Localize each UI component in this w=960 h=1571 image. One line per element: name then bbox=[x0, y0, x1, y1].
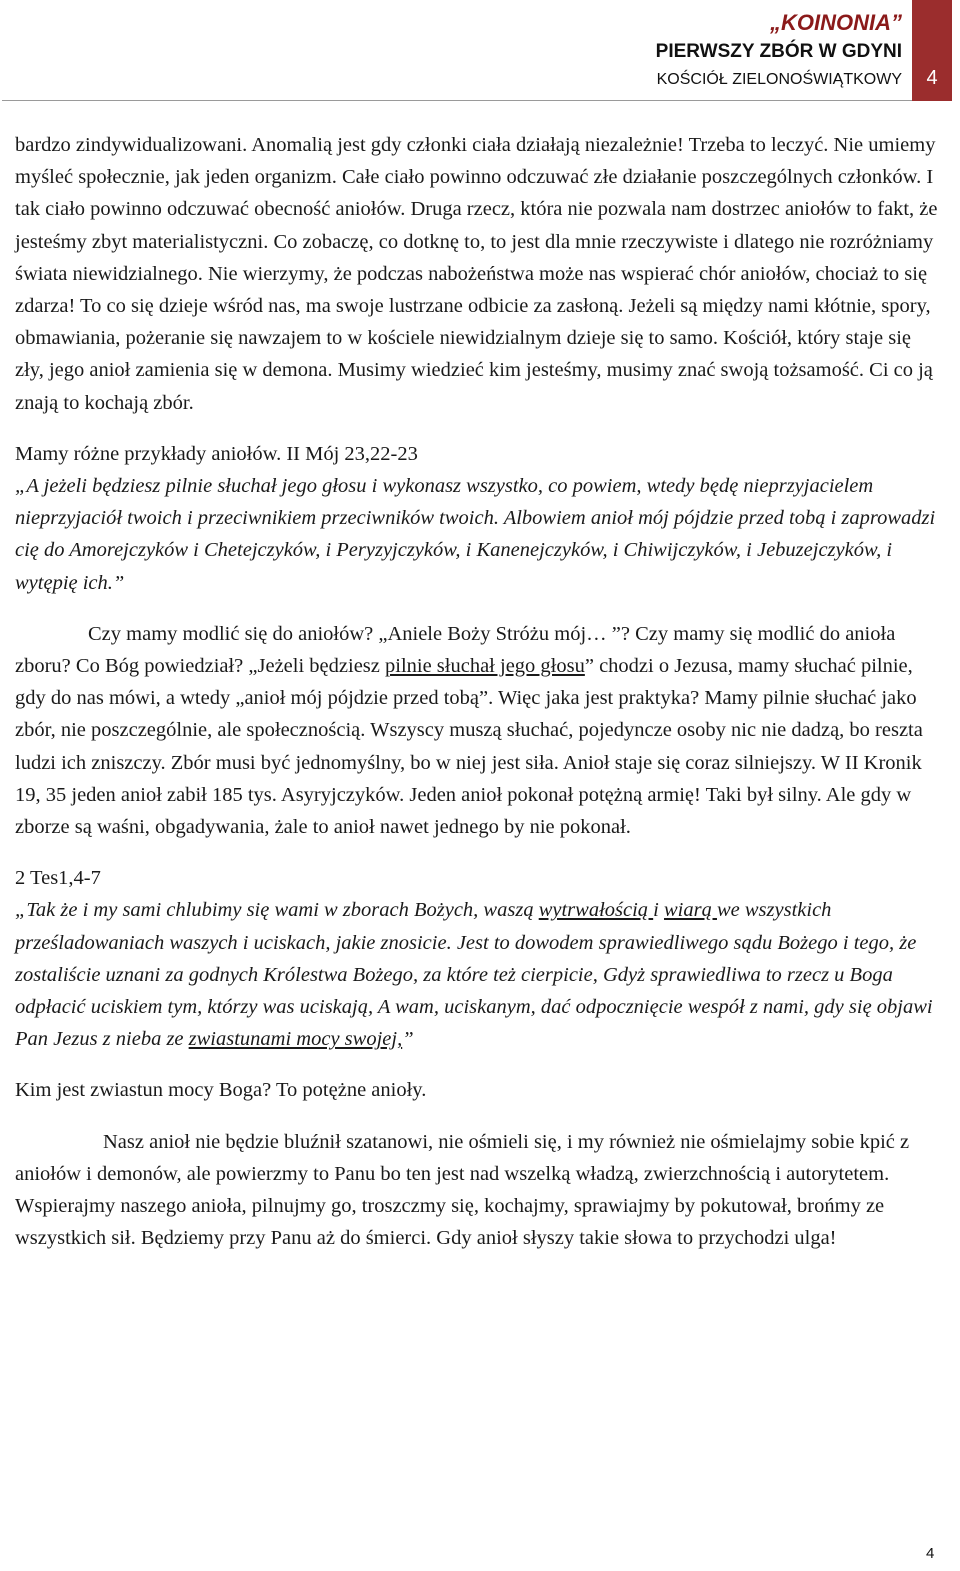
paragraph-3-part-b: ” chodzi o Jezusa, mamy słuchać pilnie, gdy do nas mówi, a wtedy „anioł mój pójdzie przed tobą”. Więc jaka jest praktyka? Mamy pilnie słuchać jako zbór, nie poszczególnie, ale społecznością. Wszyscy muszą słuchać, pojedyncze osoby nic nie dadzą, bo reszta ludzi ich zniszczy. Zbór musi być jednomyślny, bo w niej jest siła. Anioł staje się coraz silniejszy. W II Kronik 19, 35 jeden anioł zabił 185 tys. Asyryjczyków. Jeden anioł pokonał potężną armię! Taki był silny. Ale gdy w zborze są waśni, obgadywania, żale to anioł nawet jednego by nie pokonał. bbox=[15, 655, 923, 839]
paragraph-gap bbox=[15, 1107, 940, 1126]
paragraph-6: Nasz anioł nie będzie bluźnił szatanowi, nie ośmieli się, i my również nie ośmielajmy sobie kpić z aniołów i demonów, ale powierzmy to Panu bo ten jest nad wszelką władzą, zwierzchnością i autorytetem. Wspierajmy naszego anioła, pilnujmy go, troszczmy się, kochajmy, sprawiajmy by pokutował, brońmy ze wszystkich sił. Będziemy przy Panu aż do śmierci. Gdy anioł słyszy takie słowa to przychodzi ulga! bbox=[15, 1130, 910, 1250]
scripture-reference: 2 Tes1,4-7 bbox=[15, 867, 101, 890]
underlined-word: wytrwałością bbox=[538, 899, 654, 922]
quote-part: ” bbox=[402, 1028, 414, 1051]
document-body bbox=[15, 129, 940, 1255]
paragraph-2 bbox=[15, 438, 940, 599]
paragraph-3 bbox=[15, 618, 940, 843]
header-page-number: 4 bbox=[912, 0, 952, 101]
header-church-name: PIERWSZY ZBÓR W GDYNI bbox=[655, 41, 902, 62]
underlined-word: wiarą bbox=[664, 899, 717, 922]
paragraph-5: Kim jest zwiastun mocy Boga? To potężne anioły. bbox=[15, 1079, 427, 1102]
header-denomination: KOŚCIÓŁ ZIELONOŚWIĄTKOWY bbox=[656, 71, 902, 88]
quote-part: „Tak że i my sami chlubimy się wami w zborach Bożych, waszą bbox=[15, 899, 539, 922]
paragraph-3-part-a: Czy mamy modlić się do aniołów? „Aniele Boży Stróżu mój… ”? Czy mamy się modlić do anioła zboru? Co Bóg powiedział? „Jeżeli będziesz bbox=[15, 622, 896, 678]
header-text-block bbox=[656, 8, 902, 92]
quote-part: i bbox=[653, 899, 664, 922]
page-header bbox=[0, 0, 960, 102]
underlined-phrase: pilnie słuchał jego głosu bbox=[385, 655, 585, 678]
underlined-phrase: zwiastunami mocy swojej, bbox=[188, 1028, 403, 1051]
scripture-quote-thessalonians bbox=[15, 899, 933, 1050]
footer-page-number: 4 bbox=[926, 1545, 935, 1562]
paragraph-gap bbox=[15, 843, 940, 862]
paragraph-4 bbox=[15, 862, 940, 1055]
header-title: „KOINONIA” bbox=[770, 10, 902, 35]
paragraph-2-lead: Mamy różne przykłady aniołów. II Mój 23,22-23 bbox=[15, 442, 418, 465]
paragraph-gap bbox=[15, 419, 940, 438]
paragraph-gap bbox=[15, 599, 940, 618]
paragraph-1: bardzo zindywidualizowani. Anomalią jest gdy członki ciała działają niezależnie! Trzeba to leczyć. Nie umiemy myśleć społecznie, jak jeden organizm. Całe ciało powinno odczuwać złe działanie poszczególnych członków. I tak ciało powinno odczuwać obecność aniołów. Druga rzecz, która nie pozwala nam dostrzec aniołów to fakt, że jesteśmy zbyt materialistyczni. Co zobaczę, co dotknę to, to jest dla mnie rzeczywiste i dlatego nie rozróżniamy świata niewidzialnego. Nie wierzymy, że podczas nabożeństwa może nas wspierać chór aniołów, chociaż to się zdarza! To co się dzieje wśród nas, ma swoje lustrzane odbicie za zasłoną. Jeżeli są między nami kłótnie, spory, obmawiania, pożeranie się nawzajem to w kościele niewidzialnym dzieje się to samo. Kościół, który staje się zły, jego anioł zamienia się w demona. Musimy wiedzieć kim jesteśmy, musimy znać swoją tożsamość. Ci co ją znają to kochają zbór. bbox=[15, 134, 938, 414]
quote-part: we wszystkich prześladowaniach waszych i uciskach, jakie znosicie. Jest to dowodem sprawiedliwego sądu Bożego i tego, że zostaliście uznani za godnych Królestwa Bożego, za które też cierpicie, Gdyż sprawiedliwa to rzecz u Boga odpłacić uciskiem tym, którzy was uciskają, A wam, uciskanym, dać odpocznięcie wespół z nami, gdy się objawi Pan Jezus z nieba ze bbox=[15, 899, 933, 1051]
paragraph-gap bbox=[15, 1055, 940, 1074]
scripture-quote-exodus: „A jeżeli będziesz pilnie słuchał jego głosu i wykonasz wszystko, co powiem, wtedy będę nieprzyjacielem nieprzyjaciół twoich i przeciwnikiem przeciwników twoich. Albowiem anioł mój pójdzie przed tobą i zaprowadzi cię do Amorejczyków i Chetejczyków, i Peryzyjczyków, i Kanenejczyków, i Chiwijczyków, i Jebuzejczyków, i wytępię ich.” bbox=[15, 475, 936, 594]
header-divider bbox=[2, 100, 912, 101]
